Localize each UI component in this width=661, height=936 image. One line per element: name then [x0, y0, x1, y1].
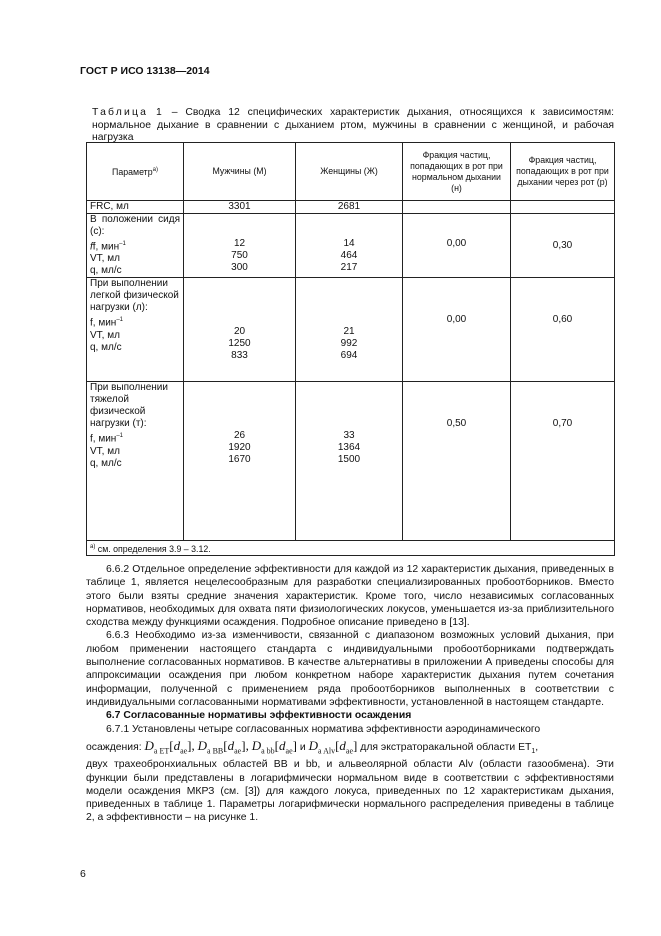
table-row-sit	[87, 214, 615, 278]
paragraph-6-7-1-formula: осаждения: $D_{a ET}[d_{ae}]$, $D_{a BB}[d_{ae}]$, $D_{a bb}[d_{ae}]$ и $D_{a Alv}[d_{ae}]$ для экстраторакальной области $ET_1$,	[86, 737, 539, 756]
formula-alv: $D_{a Alv}[d_{ae}]$	[308, 737, 358, 756]
light-param	[87, 278, 184, 382]
heavy-women: 33 1364 1500	[296, 382, 403, 541]
sit-women: 14 464 217	[296, 214, 403, 278]
frc-men: 3301	[184, 201, 296, 214]
sit-frac-nose: 0,00	[403, 214, 511, 278]
light-v: VT, мл	[90, 329, 120, 341]
breathing-table	[86, 142, 615, 556]
paragraph-6-7-1-rest: двух трахеобронхиальных областей BB и bb, и альвеолярной области Alv (области газообмена). Эти функции были представлены в логарифмически нормальном виде в соответствии с эффективностями модели осаждения МКРЗ (см. [3]) для каждого локуса, приведенных по 12 характеристикам дыхания, приведенных в таблице 1. Параметры логарифмически нормального распределения приведены в таблице 2, а эффективности – на рисунке 1.	[86, 759, 614, 824]
sit-f: ff, мин$^{-1}$	[90, 241, 126, 253]
paragraph-6-6-2: 6.6.2 Отдельное определение эффективности для каждой из 12 характеристик дыхания, приведенных в таблице 1, является нецелесообразным для разработки специализированных пробоотборников. Вместо этого были взяты средние значения характеристик. Кроме того, число независимых согласованных нормативов, необходимых для охвата пяти физиологических локусов, уменьшается из-за приблизительного сходства между функциями осаждения. Подробное описание приведено в [13].	[86, 564, 614, 629]
light-title: При выполнении легкой физической нагрузки (л):	[90, 278, 179, 314]
sit-v: VT, мл	[90, 253, 120, 265]
table-row-light	[87, 278, 615, 382]
heavy-men: 26 1920 1670	[184, 382, 296, 541]
paragraph-6-6-3: 6.6.3 Необходимо из-за изменчивости, связанной с диапазоном возможных условий дыхания, при любом применении настоящего стандарта с индивидуальными пробоотборниками подтверждать выполнение согласованных нормативов. В качестве альтернативы в приложении А приведены способы для аппроксимации осаждения при любом конкретном наборе характеристик дыхания путем сочетания информации, полученной с применением ряда пробоотборников выполненных в соответствии с индивидуальными согласованными нормативами эффективности, установленной в настоящем стандарте.	[86, 630, 614, 708]
caption-prefix: Таблица	[92, 107, 149, 118]
light-frac-nose: 0,00	[403, 278, 511, 382]
header-frac-nose: Фракция частиц, попадающих в рот при нормальном дыхании (н)	[403, 143, 511, 201]
caption-text: – Сводка 12 специфических характеристик дыхания, относящихся к зависимостям: нормальное дыхание в сравнении с дыханием ртом, мужчины в сравнении с женщиной, и рабочая нагрузка	[92, 107, 615, 144]
table-footnote: $^{а)}$ см. определения 3.9 – 3.12.	[87, 541, 615, 556]
heavy-v: VT, мл	[90, 445, 120, 457]
table-footnote-row	[87, 541, 615, 556]
heavy-frac-mouth: 0,70	[511, 382, 615, 541]
heavy-f: f, мин$^{-1}$	[90, 433, 124, 445]
frc-frac-mouth	[511, 201, 615, 214]
sit-frac-mouth: 0,30	[511, 214, 615, 278]
heavy-q: q, мл/с	[90, 457, 122, 469]
sit-q: q, мл/с	[90, 265, 122, 277]
light-frac-mouth: 0,60	[511, 278, 615, 382]
header-men: Мужчины (М)	[184, 143, 296, 201]
standard-header: ГОСТ Р ИСО 13138—2014	[80, 65, 210, 77]
light-women: 21 992 694	[296, 278, 403, 382]
caption-number: 1	[155, 107, 164, 118]
header-param: Параметр$^{а)}$	[87, 143, 184, 201]
sit-title: В положении сидя (с):	[90, 214, 180, 237]
paragraph-6-7-1-start: 6.7.1 Установлены четыре согласованных норматива эффективности аэродинамического	[106, 723, 541, 735]
sit-param	[87, 214, 184, 278]
body-text	[86, 563, 614, 825]
table-header-row	[87, 143, 615, 201]
sit-men: 12 750 300	[184, 214, 296, 278]
light-q: q, мл/с	[90, 341, 122, 353]
table-row-heavy	[87, 382, 615, 541]
frc-frac-nose	[403, 201, 511, 214]
section-heading-6-7: 6.7 Согласованные нормативы эффективности осаждения	[106, 710, 412, 722]
heavy-param	[87, 382, 184, 541]
formula-bb-small: $D_{a bb}[d_{ae}]$	[251, 737, 297, 756]
heavy-title: При выполнении тяжелой физической нагрузки (т):	[90, 382, 168, 430]
table-row-frc	[87, 201, 615, 214]
formula-bb: $D_{a BB}[d_{ae}]$,	[197, 737, 249, 756]
formula-et: $D_{a ET}[d_{ae}]$,	[144, 737, 195, 756]
page-number: 6	[80, 868, 86, 880]
heavy-frac-nose: 0,50	[403, 382, 511, 541]
header-frac-mouth: Фракция частиц, попадающих в рот при дыхании через рот (р)	[511, 143, 615, 201]
light-men: 20 1250 833	[184, 278, 296, 382]
table-caption	[92, 107, 614, 145]
header-women: Женщины (Ж)	[296, 143, 403, 201]
light-f: f, мин$^{-1}$	[90, 317, 124, 329]
frc-women: 2681	[296, 201, 403, 214]
frc-label: FRC, мл	[87, 201, 184, 214]
